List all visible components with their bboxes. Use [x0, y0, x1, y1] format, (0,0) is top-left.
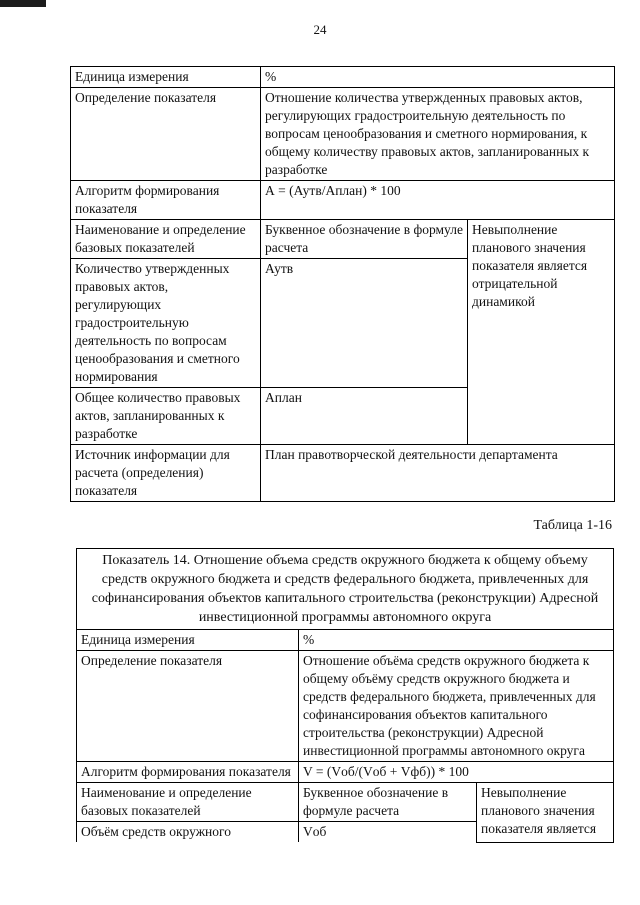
- base-indicator-name: Общее количество правовых актов, запланированных к разработке: [71, 388, 261, 445]
- base-indicator-name: Объём средств окружного: [77, 822, 299, 843]
- table-row: [77, 651, 614, 762]
- algorithm-value: А = (Аутв/Аплан) * 100: [261, 181, 615, 220]
- base-indicator-symbol: Аутв: [261, 259, 468, 388]
- indicator-table-13: [70, 66, 615, 502]
- definition-value: Отношение количества утвержденных правовых актов, регулирующих градостроительную деятельность по вопросам ценообразования и сметного нормирования, к общему количеству правовых актов, запланированных к разработке: [261, 88, 615, 181]
- table-row: [71, 181, 615, 220]
- table-caption: Таблица 1-16: [533, 518, 612, 533]
- definition-label: Определение показателя: [77, 651, 299, 762]
- unit-value: %: [299, 630, 614, 651]
- table-row: [77, 783, 614, 822]
- dynamics-note: Невыполнение планового значения показателя является: [477, 783, 614, 843]
- dynamics-note: Невыполнение планового значения показателя является отрицательной динамикой: [468, 220, 615, 445]
- base-indicator-name: Количество утвержденных правовых актов, регулирующих градостроительную деятельность по вопросам ценообразования и сметного нормирования: [71, 259, 261, 388]
- base-indicators-label: Наименование и определение базовых показателей: [71, 220, 261, 259]
- table-row: [71, 67, 615, 88]
- algorithm-label: Алгоритм формирования показателя: [71, 181, 261, 220]
- base-indicators-label: Наименование и определение базовых показателей: [77, 783, 299, 822]
- definition-label: Определение показателя: [71, 88, 261, 181]
- definition-value: Отношение объёма средств окружного бюджета к общему объёму средств окружного бюджета и средств федерального бюджета, привлеченных для софинансирования объектов капитального строительства (реконструкции) Адресной инвестиционной программы автономного округа: [299, 651, 614, 762]
- page-number: 24: [313, 22, 327, 37]
- table-row: [71, 445, 615, 502]
- table-row: [77, 762, 614, 783]
- table-row: [71, 88, 615, 181]
- algorithm-value: V = (Vоб/(Vоб + Vфб)) * 100: [299, 762, 614, 783]
- unit-label: Единица измерения: [71, 67, 261, 88]
- table-row: [77, 630, 614, 651]
- base-indicator-symbol: Vоб: [299, 822, 477, 843]
- table-row: [77, 549, 614, 630]
- source-value: План правотворческой деятельности департамента: [261, 445, 615, 502]
- unit-label: Единица измерения: [77, 630, 299, 651]
- scan-corner-mark: [0, 0, 46, 7]
- indicator-table-14: [76, 548, 614, 843]
- algorithm-label: Алгоритм формирования показателя: [77, 762, 299, 783]
- table-row: [71, 220, 615, 259]
- base-indicator-symbol: Аплан: [261, 388, 468, 445]
- source-label: Источник информации для расчета (определения) показателя: [71, 445, 261, 502]
- designation-label: Буквенное обозначение в формуле расчета: [299, 783, 477, 822]
- designation-label: Буквенное обозначение в формуле расчета: [261, 220, 468, 259]
- unit-value: %: [261, 67, 615, 88]
- indicator-header: Показатель 14. Отношение объема средств окружного бюджета к общему объему средств окружного бюджета и средств федерального бюджета, привлеченных для софинансирования объектов капитального строительства (реконструкции) Адресной инвестиционной программы автономного округа: [77, 549, 614, 630]
